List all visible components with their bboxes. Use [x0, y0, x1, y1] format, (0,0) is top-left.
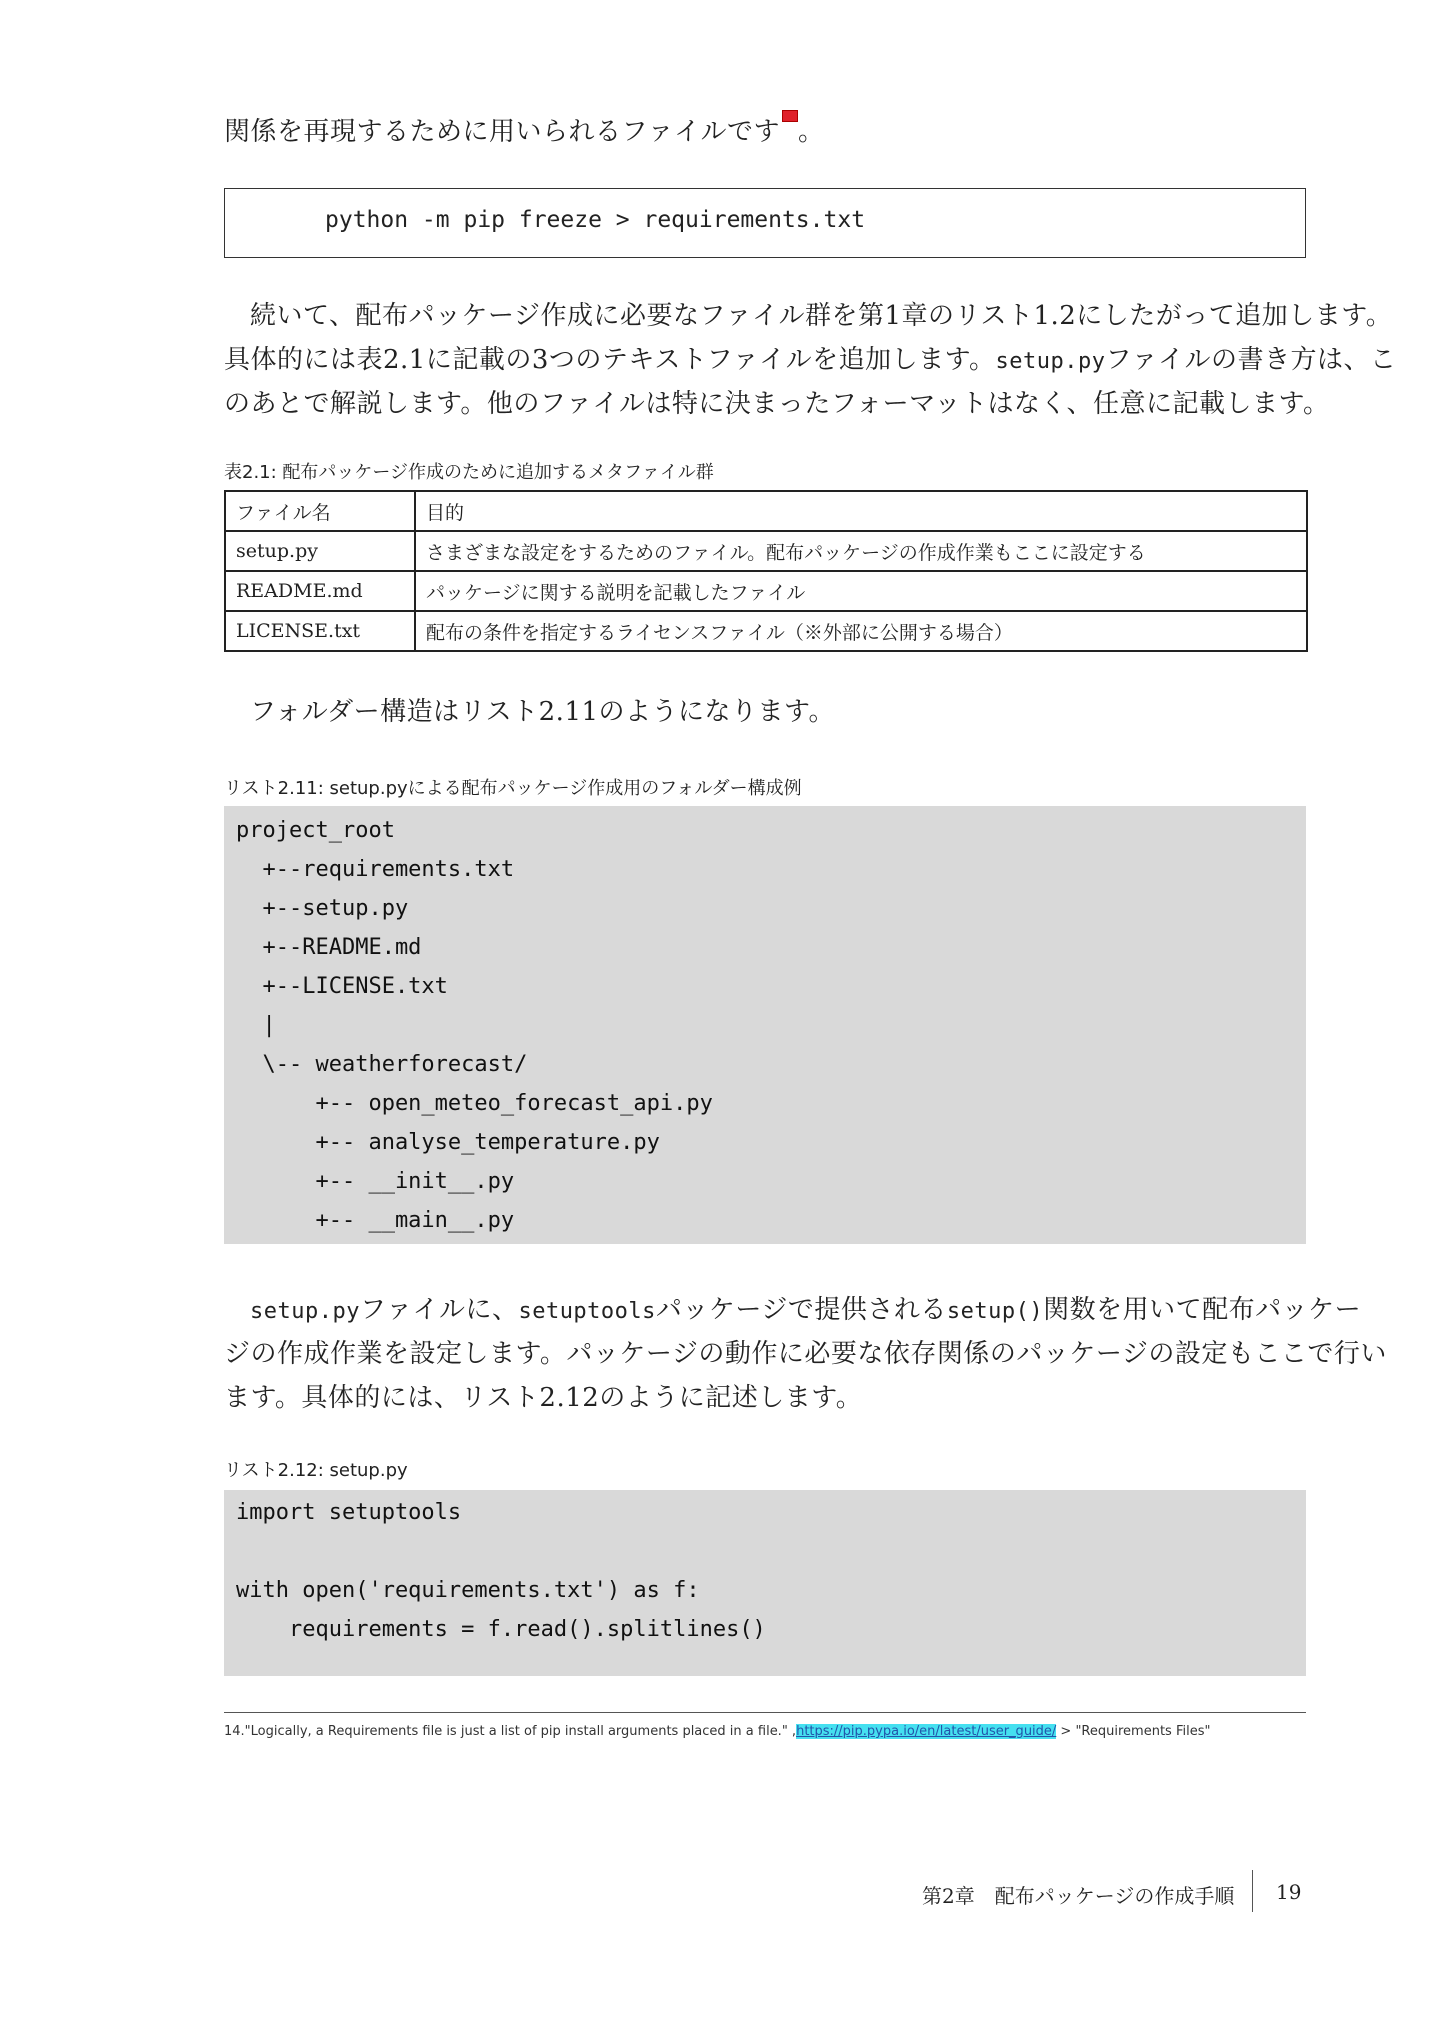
- paragraph-1-line-2: [224, 338, 1396, 384]
- paragraph-text: ファイルの書き方は、こ: [1105, 345, 1397, 375]
- paragraph-1-line-3: のあとで解説します。他のファイルは特に決まったフォーマットはなく、任意に記載します。: [224, 389, 1330, 419]
- table-cell: README.md: [225, 571, 415, 611]
- paragraph-text: パッケージで提供される: [655, 1295, 947, 1325]
- code-line: +--README.md: [236, 935, 422, 960]
- table-cell: setup.py: [225, 531, 415, 571]
- code-line: with open('requirements.txt') as f:: [236, 1578, 700, 1603]
- table-row: [225, 611, 1307, 651]
- inline-code: setuptools: [518, 1299, 656, 1324]
- table-caption: 表2.1: 配布パッケージ作成のために追加するメタファイル群: [224, 462, 714, 483]
- listing-211-code: [224, 806, 1306, 1244]
- footnote-text: 14."Logically, a Requirements file is just a list of pip install arguments placed in a file." ,: [224, 1724, 797, 1739]
- listing-212-code: [224, 1490, 1306, 1676]
- paragraph-text: 関数を用いて配布パッケー: [1043, 1295, 1362, 1325]
- code-line: +-- open_meteo_forecast_api.py: [236, 1091, 713, 1116]
- paragraph-text: 関係を再現するために用いられるファイルです: [224, 117, 780, 147]
- chapter-footer: 第2章 配布パッケージの作成手順: [922, 1884, 1235, 1908]
- paragraph-1-line-1: 続いて、配布パッケージ作成に必要なファイル群を第1章のリスト1.2にしたがって追加します。: [250, 301, 1393, 331]
- listing-211-caption: リスト2.11: setup.pyによる配布パッケージ作成用のフォルダー構成例: [224, 778, 802, 799]
- footnote-link[interactable]: https://pip.pypa.io/en/latest/user_guide/: [796, 1724, 1057, 1739]
- table-cell: さまざまな設定をするためのファイル。配布パッケージの作成作業もここに設定する: [415, 531, 1307, 571]
- paragraph-text: 具体的には表2.1に記載の3つのテキストファイルを追加します。: [224, 345, 996, 375]
- code-line: +-- analyse_temperature.py: [236, 1130, 660, 1155]
- inline-code: setup(): [946, 1299, 1044, 1324]
- table-row: [225, 571, 1307, 611]
- paragraph-3-line-2: ジの作成作業を設定します。パッケージの動作に必要な依存関係のパッケージの設定もここで行い: [224, 1339, 1387, 1369]
- paragraph-text: ファイルに、: [359, 1295, 519, 1325]
- table-cell: LICENSE.txt: [225, 611, 415, 651]
- footer-separator: [1252, 1870, 1253, 1912]
- code-line: requirements = f.read().splitlines(): [236, 1617, 766, 1642]
- footnote-marker-icon[interactable]: [782, 110, 798, 122]
- table-cell: 配布の条件を指定するライセンスファイル（※外部に公開する場合）: [415, 611, 1307, 651]
- table-row: [225, 531, 1307, 571]
- paragraph-intro: [224, 110, 825, 154]
- table-cell: パッケージに関する説明を記載したファイル: [415, 571, 1307, 611]
- paragraph-2: フォルダー構造はリスト2.11のようになります。: [250, 697, 835, 727]
- table-header-row: [225, 491, 1307, 531]
- footnote-divider: [224, 1712, 1306, 1713]
- footnote-tail: > "Requirements Files": [1056, 1724, 1211, 1739]
- code-line: +--setup.py: [236, 896, 409, 921]
- listing-212-caption: リスト2.12: setup.py: [224, 1460, 408, 1481]
- inline-code: setup.py: [250, 1299, 360, 1324]
- code-line: +--requirements.txt: [236, 857, 515, 882]
- page-number: 19: [1276, 1880, 1302, 1904]
- code-line: +-- __init__.py: [236, 1169, 515, 1194]
- command-text: python -m pip freeze > requirements.txt: [325, 207, 866, 233]
- table-header-cell: 目的: [415, 491, 1307, 531]
- inline-code: setup.py: [995, 349, 1106, 374]
- paragraph-3-line-3: ます。具体的には、リスト2.12のように記述します。: [224, 1383, 863, 1413]
- code-line: \-- weatherforecast/: [236, 1052, 528, 1077]
- footnote: [224, 1724, 1210, 1739]
- paragraph-text-end: 。: [797, 117, 825, 147]
- code-line: +-- __main__.py: [236, 1208, 515, 1233]
- meta-file-table: [224, 490, 1308, 652]
- code-line: +--LICENSE.txt: [236, 974, 448, 999]
- paragraph-3-line-1: [250, 1288, 1361, 1334]
- code-line: |: [236, 1013, 276, 1038]
- code-line: import setuptools: [236, 1500, 462, 1525]
- table-header-cell: ファイル名: [225, 491, 415, 531]
- command-box: [224, 188, 1306, 258]
- code-line: project_root: [236, 818, 395, 843]
